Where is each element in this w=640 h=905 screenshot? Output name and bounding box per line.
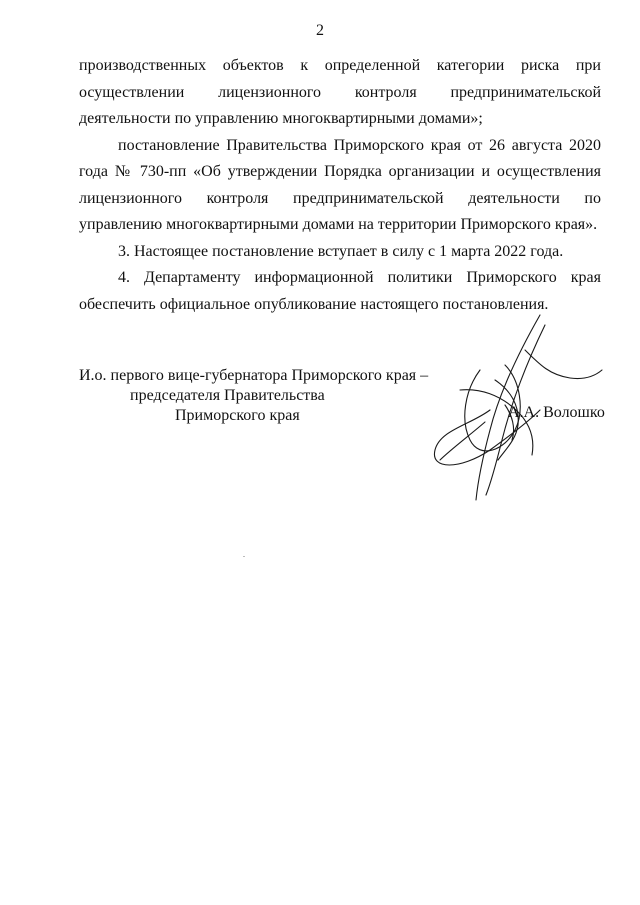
signatory-position-line-3: Приморского края [175,407,300,424]
paragraph-item-4: 4. Департаменту информационной политики Приморского края обеспечить официальное опубликование настоящего постановления. [79,269,601,313]
page-number: 2 [316,22,324,39]
signatory-position-line-1: И.о. первого вице-губернатора Приморского края – [79,367,429,384]
signatory-position [79,366,428,426]
signatory-name: А.А. Волошко [508,404,605,421]
paragraph-continuation: производственных объектов к определенной категории риска при осуществлении лицензионного контроля предпринимательской деятельности по управлению многоквартирными домами»; [79,57,601,127]
signatory-position-line-2: председателя Правительства [130,387,325,404]
paragraph-item-3: 3. Настоящее постановление вступает в силу с 1 марта 2022 года. [118,242,564,260]
paragraph-resolution-reference: постановление Правительства Приморского края от 26 августа 2020 года № 730-пп «Об утверждении Порядка организации и осуществления лицензионного контроля предпринимательской деятельности по управлению многоквартирными домами на территории Приморского края». [79,136,601,233]
document-body [79,53,601,318]
scan-speck [243,556,245,557]
